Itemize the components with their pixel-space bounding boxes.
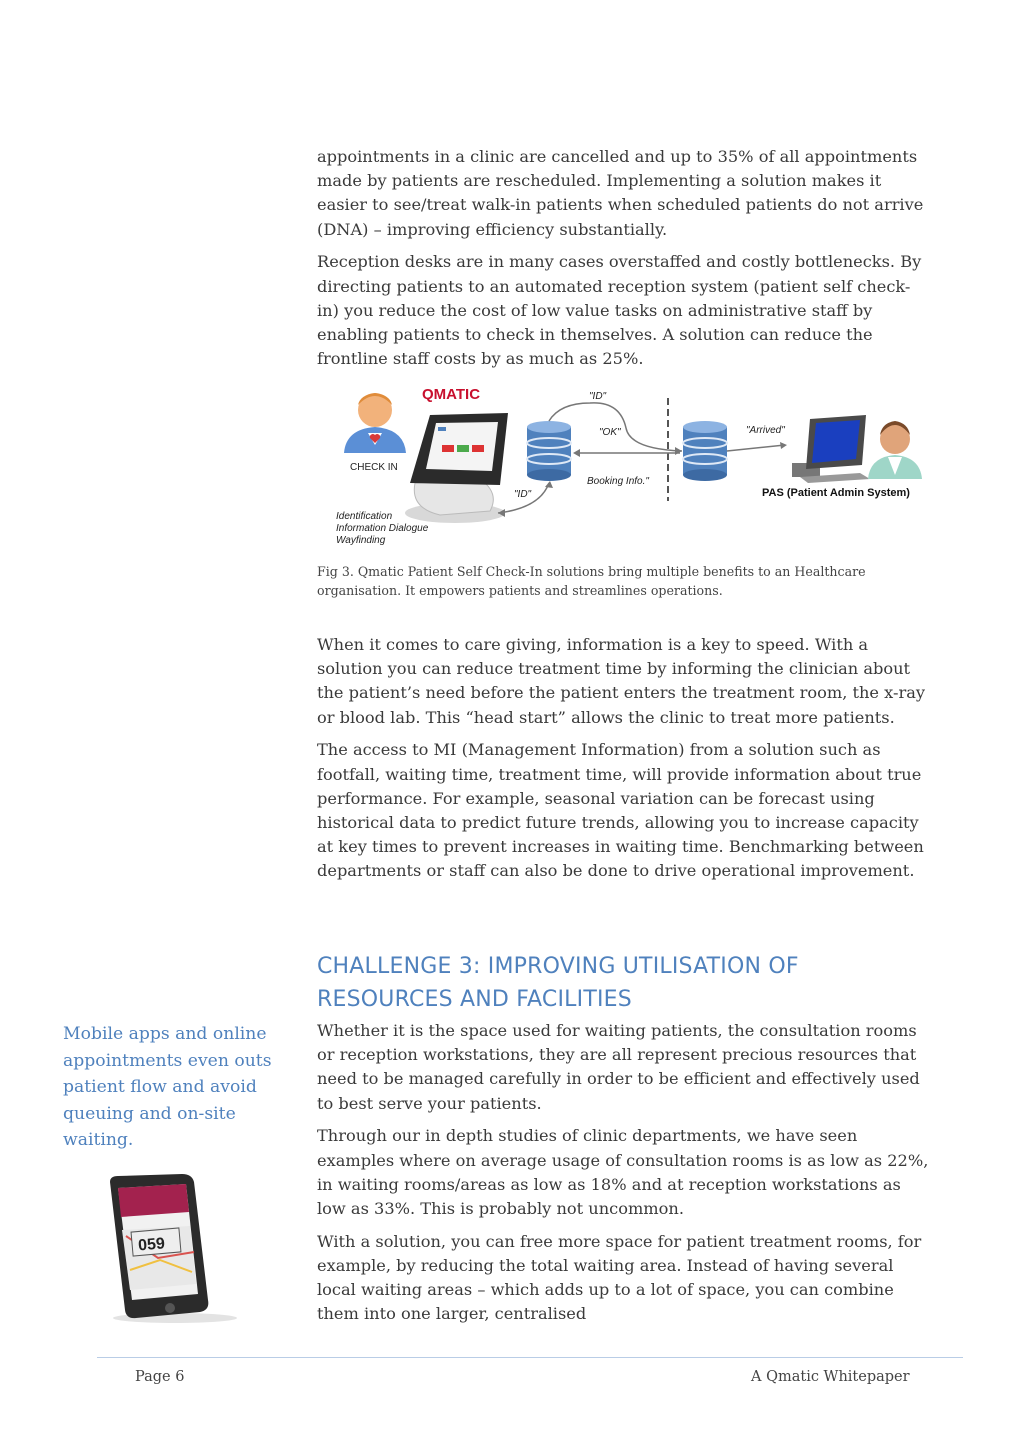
paragraph: Through our in depth studies of clinic departments, we have seen examples where on average usage of consultation rooms is as low as 22%, in waiting rooms/areas as low as 18% and at reception workstations as low as 33%. This is probably not uncommon. xyxy=(317,1126,929,1219)
id-label-top: "ID" xyxy=(589,391,607,402)
body-text-top xyxy=(317,145,929,380)
sidebar-pull-quote: Mobile apps and online appointments even outs patient flow and avoid queuing and on-site waiting. xyxy=(63,1024,272,1151)
paragraph: With a solution, you can free more space for patient treatment rooms, for example, by reducing the total waiting area. Instead of having several local waiting areas – which adds up to a lot of space, you can combine them into one larger, centralised xyxy=(317,1231,922,1324)
patient-icon xyxy=(344,393,406,453)
document-title: A Qmatic Whitepaper xyxy=(751,1369,910,1385)
heading-line: RESOURCES AND FACILITIES xyxy=(317,987,632,1012)
footer-divider xyxy=(97,1357,963,1358)
doctor-icon xyxy=(868,421,922,479)
page-number: Page 6 xyxy=(135,1369,185,1385)
information-dialogue-label: Information Dialogue xyxy=(336,523,429,534)
database-icon-right xyxy=(683,421,727,481)
figure-caption: Fig 3. Qmatic Patient Self Check-In solutions bring multiple benefits to an Healthcare organisation. It empowers patients and streamlines operations. xyxy=(317,564,866,598)
paragraph: Reception desks are in many cases overstaffed and costly bottlenecks. By directing patients to an automated reception system (patient self check-in) you reduce the cost of low value tasks on administrative staff by enabling patients to check in themselves. A solution can reduce the frontline staff costs by as much as 25%. xyxy=(317,252,922,369)
section-heading xyxy=(317,950,877,1016)
smartphone-illustration xyxy=(100,1172,240,1327)
pas-label: PAS (Patient Admin System) xyxy=(762,487,910,499)
heading-line: CHALLENGE 3: IMPROVING UTILISATION OF xyxy=(317,954,799,979)
home-button-icon xyxy=(165,1303,175,1313)
kiosk-icon xyxy=(405,413,508,523)
paragraph: The access to MI (Management Information) from a solution such as footfall, waiting time, treatment time, will provide information about true performance. For example, seasonal variation can be forecast using historical data to predict future trends, allowing you to increase capacity at key times to prevent increases in waiting time. Benchmarking between departments or staff can also be done to drive operational improvement. xyxy=(317,740,924,881)
body-text-middle xyxy=(317,633,929,892)
id-label-bottom: "ID" xyxy=(514,489,532,500)
paragraph: When it comes to care giving, information is a key to speed. With a solution you can reduce treatment time by informing the clinician about the patient’s need before the patient enters the treatment room, the x-ray or blood lab. This “head start” allows the clinic to treat more patients. xyxy=(317,635,925,727)
body-text-bottom xyxy=(317,1019,929,1335)
arrived-label: "Arrived" xyxy=(746,425,785,436)
queue-ticket-number: 059 xyxy=(137,1235,166,1255)
paragraph: Whether it is the space used for waiting patients, the consultation rooms or reception workstations, they are all represent precious resources that need to be managed carefully in order to be efficient and effectively used to best serve your patients. xyxy=(317,1021,920,1113)
computer-icon xyxy=(792,415,870,483)
identification-label: Identification xyxy=(336,511,393,522)
wayfinding-label: Wayfinding xyxy=(336,535,386,546)
database-icon-left xyxy=(527,421,571,481)
booking-label: Booking Info." xyxy=(587,476,649,487)
paragraph: appointments in a clinic are cancelled and up to 35% of all appointments made by patients are rescheduled. Implementing a solution makes it easier to see/treat walk-in patients when scheduled patients do not arrive (DNA) – improving efficiency substantially. xyxy=(317,147,924,239)
brand-logo: QMATIC xyxy=(422,386,481,403)
check-in-diagram xyxy=(330,383,930,548)
ok-label: "OK" xyxy=(599,427,621,438)
check-in-label: CHECK IN xyxy=(350,462,398,473)
